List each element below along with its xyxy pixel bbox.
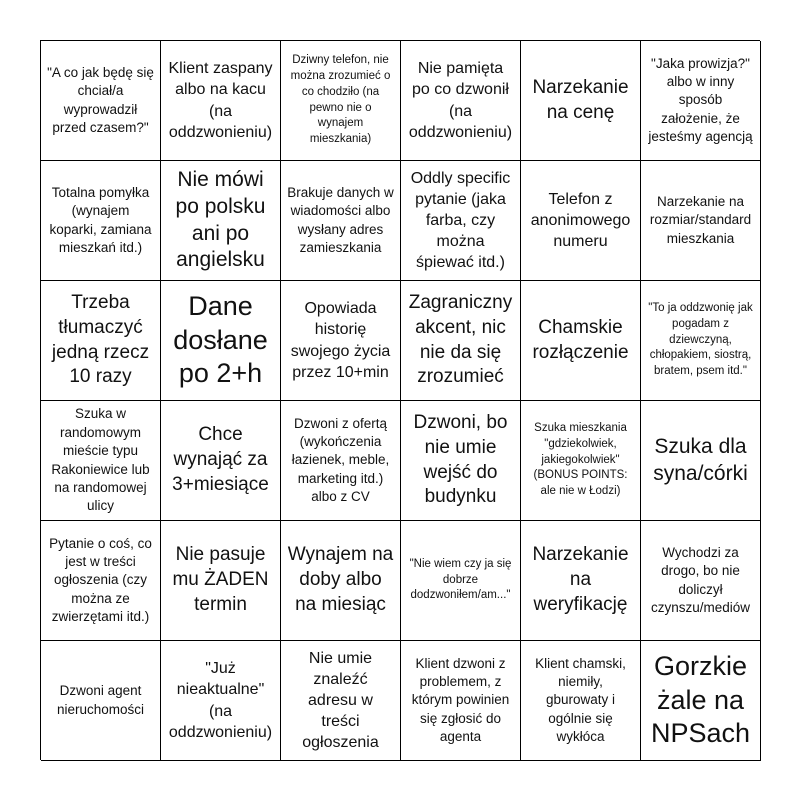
- bingo-cell[interactable]: Zagraniczny akcent, nic nie da się zrozumieć: [401, 281, 521, 401]
- bingo-cell[interactable]: Dzwoni, bo nie umie wejść do budynku: [401, 401, 521, 521]
- bingo-cell[interactable]: Chce wynająć za 3+miesiące: [161, 401, 281, 521]
- bingo-board: [40, 40, 760, 760]
- bingo-cell[interactable]: Oddly specific pytanie (jaka farba, czy można śpiewać itd.): [401, 161, 521, 281]
- bingo-cell[interactable]: Brakuje danych w wiadomości albo wysłany adres zamieszkania: [281, 161, 401, 281]
- bingo-cell[interactable]: Dzwoni z ofertą (wykończenia łazienek, meble, marketing itd.) albo z CV: [281, 401, 401, 521]
- bingo-cell[interactable]: Nie pamięta po co dzwonił (na oddzwonieniu): [401, 41, 521, 161]
- bingo-cell[interactable]: Wynajem na doby albo na miesiąc: [281, 521, 401, 641]
- bingo-cell[interactable]: Dzwoni agent nieruchomości: [41, 641, 161, 761]
- bingo-cell[interactable]: Wychodzi za drogo, bo nie doliczył czynszu/mediów: [641, 521, 761, 641]
- bingo-cell[interactable]: Szuka w randomowym mieście typu Rakoniewice lub na randomowej ulicy: [41, 401, 161, 521]
- bingo-cell[interactable]: "A co jak będę się chciał/a wyprowadził przed czasem?": [41, 41, 161, 161]
- bingo-cell[interactable]: Narzekanie na weryfikację: [521, 521, 641, 641]
- bingo-cell[interactable]: Opowiada historię swojego życia przez 10+min: [281, 281, 401, 401]
- bingo-cell[interactable]: Klient dzwoni z problemem, z którym powinien się zgłosić do agenta: [401, 641, 521, 761]
- bingo-cell[interactable]: Gorzkie żale na NPSach: [641, 641, 761, 761]
- bingo-cell[interactable]: "Nie wiem czy ja się dobrze dodzwoniłem/am...": [401, 521, 521, 641]
- bingo-cell[interactable]: Pytanie o coś, co jest w treści ogłoszenia (czy można ze zwierzętami itd.): [41, 521, 161, 641]
- bingo-cell[interactable]: Trzeba tłumaczyć jedną rzecz 10 razy: [41, 281, 161, 401]
- bingo-cell[interactable]: Szuka mieszkania "gdziekolwiek, jakiegokolwiek" (BONUS POINTS: ale nie w Łodzi): [521, 401, 641, 521]
- bingo-cell[interactable]: "Jaka prowizja?" albo w inny sposób założenie, że jesteśmy agencją: [641, 41, 761, 161]
- bingo-cell[interactable]: Nie pasuje mu ŻADEN termin: [161, 521, 281, 641]
- bingo-cell[interactable]: Szuka dla syna/córki: [641, 401, 761, 521]
- bingo-cell[interactable]: Totalna pomyłka (wynajem koparki, zamiana mieszkań itd.): [41, 161, 161, 281]
- bingo-cell[interactable]: Dane dosłane po 2+h: [161, 281, 281, 401]
- bingo-cell[interactable]: Chamskie rozłączenie: [521, 281, 641, 401]
- bingo-cell[interactable]: Narzekanie na cenę: [521, 41, 641, 161]
- bingo-cell[interactable]: "Już nieaktualne" (na oddzwonieniu): [161, 641, 281, 761]
- bingo-cell[interactable]: Telefon z anonimowego numeru: [521, 161, 641, 281]
- bingo-cell[interactable]: Klient zaspany albo na kacu (na oddzwonieniu): [161, 41, 281, 161]
- bingo-cell[interactable]: Nie umie znaleźć adresu w treści ogłoszenia: [281, 641, 401, 761]
- bingo-cell[interactable]: Klient chamski, niemiły, gburowaty i ogólnie się wykłóca: [521, 641, 641, 761]
- bingo-cell[interactable]: Dziwny telefon, nie można zrozumieć o co chodziło (na pewno nie o wynajem mieszkania): [281, 41, 401, 161]
- bingo-cell[interactable]: Narzekanie na rozmiar/standard mieszkania: [641, 161, 761, 281]
- bingo-cell[interactable]: "To ja oddzwonię jak pogadam z dziewczyną, chłopakiem, siostrą, bratem, psem itd.": [641, 281, 761, 401]
- bingo-cell[interactable]: Nie mówi po polsku ani po angielsku: [161, 161, 281, 281]
